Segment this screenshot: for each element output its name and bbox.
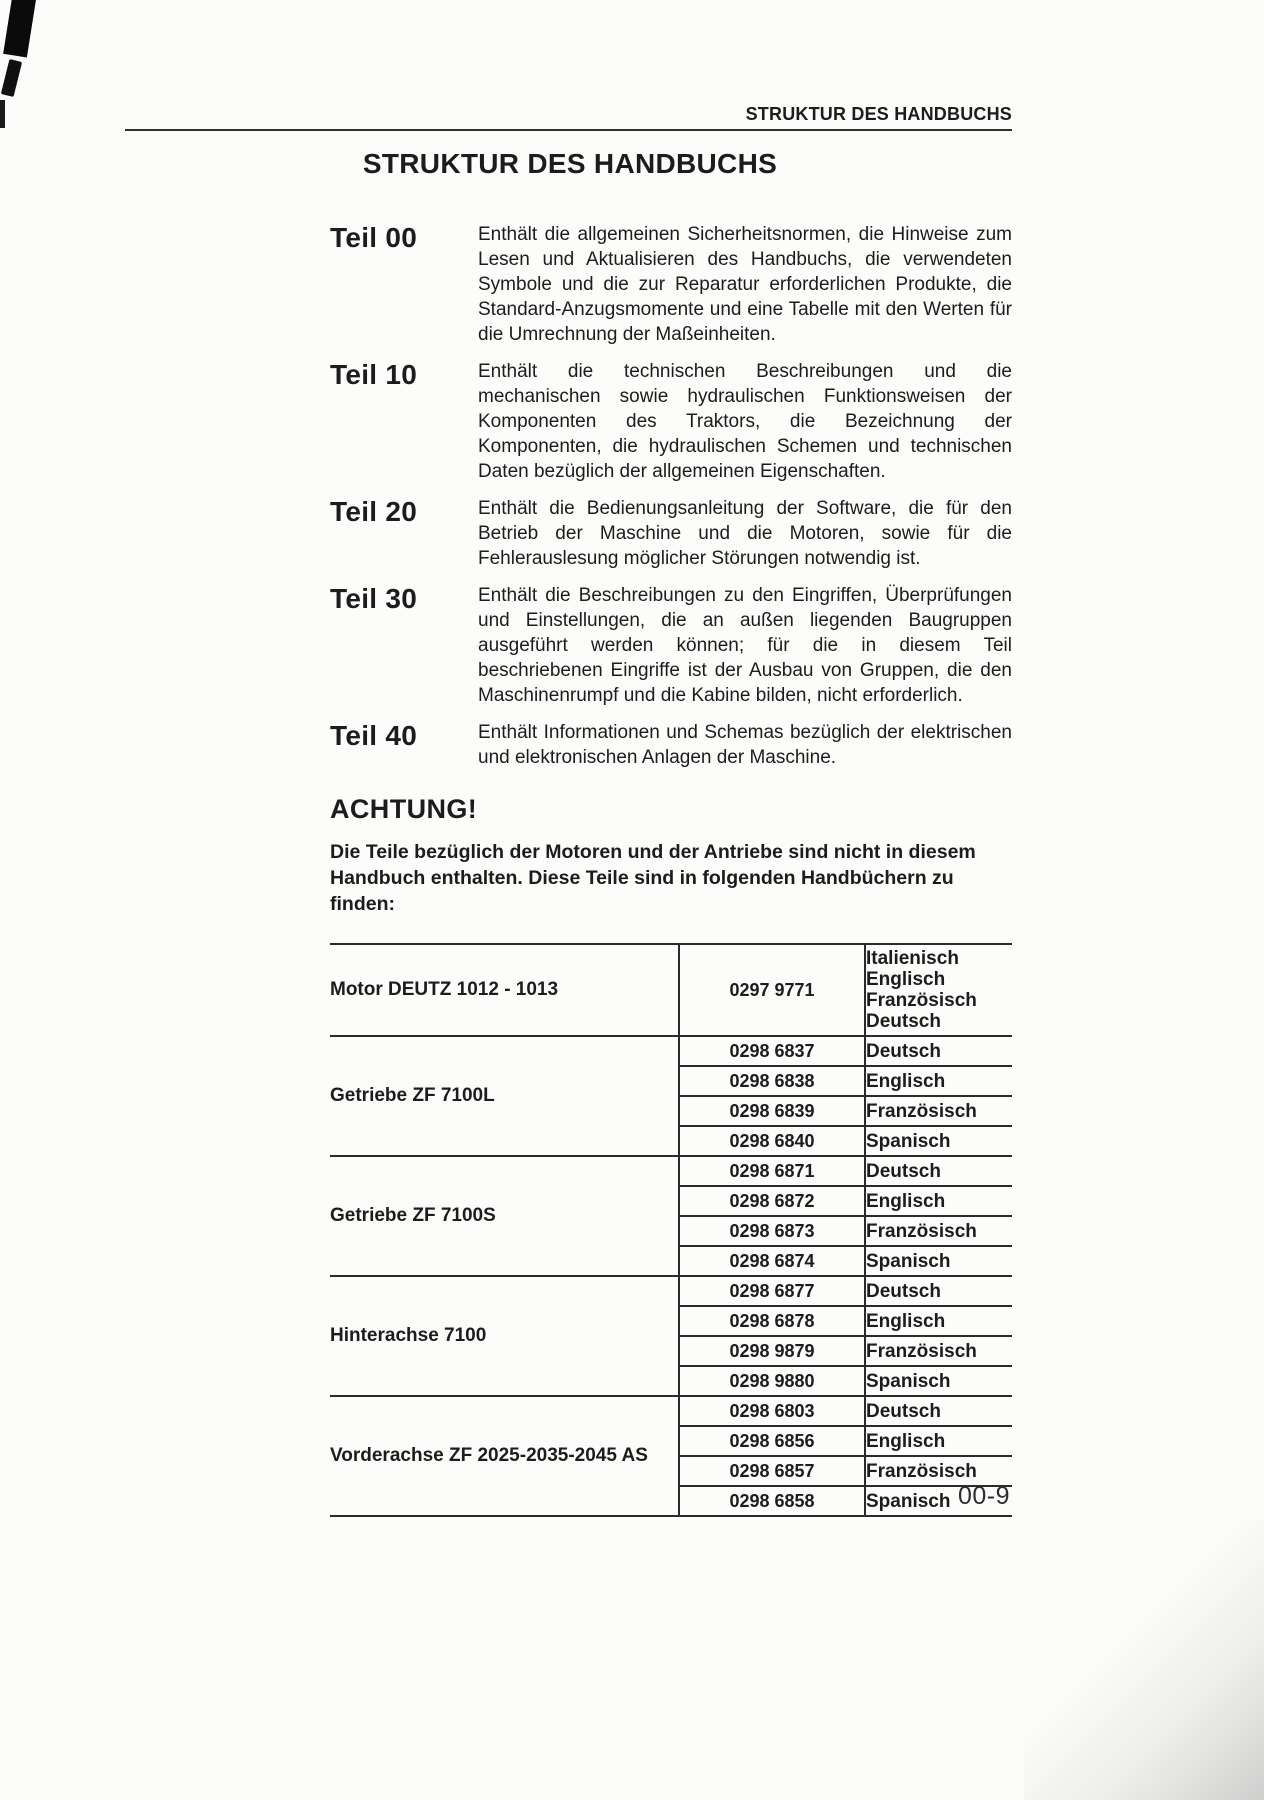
running-header (746, 104, 1012, 125)
section-label: Teil 10 (330, 359, 418, 390)
section-teil-20 (330, 496, 1012, 571)
manual-name: Motor DEUTZ 1012 - 1013 (330, 944, 679, 1036)
language-label: Französisch (866, 990, 977, 1011)
manual-code: 0298 6839 (679, 1096, 865, 1126)
manual-name: Getriebe ZF 7100S (330, 1156, 679, 1276)
manual-code: 0298 6871 (679, 1156, 865, 1186)
manual-languages (865, 1066, 1012, 1096)
manual-languages (865, 944, 1012, 1036)
manual-languages (865, 1426, 1012, 1456)
section-text: Enthält die allgemeinen Sicherheitsnormen, die Hinweise zum Lesen und Aktualisieren des Handbuchs, die verwendeten Symbole und die zur Reparatur erforderlichen Produkte, die Standard-Anzugsmomente und eine Tabelle mit den Werten für die Umrechnung der Maßeinheiten. (478, 224, 1012, 345)
manual-code: 0298 6803 (679, 1396, 865, 1426)
manual-code: 0298 6873 (679, 1216, 865, 1246)
section-text: Enthält die Bedienungsanleitung der Software, die für den Betrieb der Maschine und die Motoren, sowie für die Fehlerauslesung möglicher Störungen notwendig ist. (478, 498, 1012, 569)
manual-code: 0298 6878 (679, 1306, 865, 1336)
language-label: Deutsch (866, 1280, 941, 1302)
header-rule (125, 129, 1012, 131)
page-title: STRUKTUR DES HANDBUCHS (362, 148, 778, 179)
running-header-text: STRUKTUR DES HANDBUCHS (745, 104, 1012, 124)
language-label: Spanisch (866, 1490, 951, 1512)
manual-code: 0298 6874 (679, 1246, 865, 1276)
manual-languages (865, 1306, 1012, 1336)
manual-code: 0298 6837 (679, 1036, 865, 1066)
manual-languages (865, 1276, 1012, 1306)
section-label: Teil 00 (330, 222, 418, 253)
manuals-table (330, 943, 1012, 1517)
manual-code: 0298 6877 (679, 1276, 865, 1306)
manual-code: 0298 6838 (679, 1066, 865, 1096)
language-label: Französisch (866, 1220, 977, 1242)
language-label: Spanisch (866, 1370, 951, 1392)
language-label: Englisch (866, 1190, 946, 1212)
manual-languages (865, 1216, 1012, 1246)
language-label: Deutsch (866, 1040, 941, 1062)
manual-name: Vorderachse ZF 2025-2035-2045 AS (330, 1396, 679, 1516)
language-label: Spanisch (866, 1250, 951, 1272)
language-label: Spanisch (866, 1130, 951, 1152)
manual-languages (865, 1186, 1012, 1216)
section-label: Teil 20 (330, 496, 418, 527)
section-teil-40 (330, 720, 1012, 770)
manual-languages (865, 1246, 1012, 1276)
manual-code: 0298 9879 (679, 1336, 865, 1366)
scan-artifact-mark (0, 100, 5, 128)
table-row (330, 1276, 1012, 1306)
page-number: 00-9 (958, 1482, 1011, 1510)
language-label: Englisch (866, 1070, 946, 1092)
scan-corner-shade (1024, 1520, 1264, 1800)
language-label: Französisch (866, 1100, 977, 1122)
notice-title: ACHTUNG! (330, 794, 478, 824)
language-label: Deutsch (866, 1011, 941, 1032)
manual-languages (865, 1096, 1012, 1126)
language-label: Französisch (866, 1460, 977, 1482)
language-label: Englisch (866, 1430, 946, 1452)
manual-code: 0298 6840 (679, 1126, 865, 1156)
manual-languages (865, 1126, 1012, 1156)
manual-languages (865, 1396, 1012, 1426)
section-label: Teil 30 (330, 583, 418, 614)
language-label: Englisch (866, 1310, 946, 1332)
section-teil-00 (330, 222, 1012, 347)
manual-languages (865, 1036, 1012, 1066)
section-teil-10 (330, 359, 1012, 484)
manual-languages (865, 1336, 1012, 1366)
manual-code: 0298 9880 (679, 1366, 865, 1396)
manual-name: Getriebe ZF 7100L (330, 1036, 679, 1156)
table-row (330, 1156, 1012, 1186)
manual-name: Hinterachse 7100 (330, 1276, 679, 1396)
scan-artifact-mark (3, 0, 37, 57)
section-teil-30 (330, 583, 1012, 708)
manual-code: 0298 6857 (679, 1456, 865, 1486)
section-text: Enthält Informationen und Schemas bezüglich der elektrischen und elektronischen Anlagen der Maschine. (478, 722, 1012, 768)
language-label: Deutsch (866, 1400, 941, 1422)
manual-languages (865, 1156, 1012, 1186)
language-label: Italienisch (866, 948, 959, 969)
manual-code: 0298 6856 (679, 1426, 865, 1456)
manual-code: 0298 6872 (679, 1186, 865, 1216)
scan-artifact-mark (1, 59, 22, 97)
manual-languages (865, 1366, 1012, 1396)
notice-text: Die Teile bezüglich der Motoren und der Antriebe sind nicht in diesem Handbuch enthalten. Diese Teile sind in folgenden Handbüchern zu finden: (330, 841, 976, 915)
manual-code: 0297 9771 (679, 944, 865, 1036)
page-content (330, 222, 1012, 1517)
manual-code: 0298 6858 (679, 1486, 865, 1516)
section-text: Enthält die Beschreibungen zu den Eingriffen, Überprüfungen und Einstellungen, die an außen liegenden Baugruppen ausgeführt werden können; für die in diesem Teil beschriebenen Eingriffe ist der Ausbau von Gruppen, die den Maschinenrumpf und die Kabine bilden, nicht erforderlich. (478, 585, 1012, 706)
table-row (330, 1036, 1012, 1066)
section-label: Teil 40 (330, 720, 418, 751)
language-label: Französisch (866, 1340, 977, 1362)
table-row (330, 944, 1012, 1036)
language-label: Deutsch (866, 1160, 941, 1182)
table-row (330, 1396, 1012, 1426)
section-text: Enthält die technischen Beschreibungen und die mechanischen sowie hydraulischen Funktionsweisen der Komponenten des Traktors, die Bezeichnung der Komponenten, die hydraulischen Schemen und technischen Daten bezüglich der allgemeinen Eigenschaften. (478, 361, 1012, 482)
language-label: Englisch (866, 969, 946, 990)
